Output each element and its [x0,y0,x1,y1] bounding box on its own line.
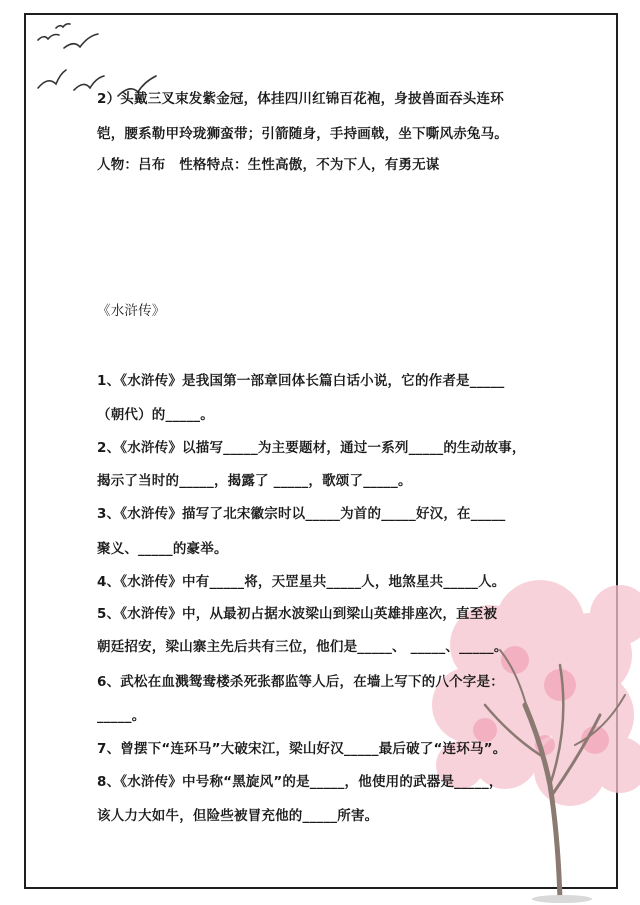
text-line: 铠，腰系勒甲玲珑狮蛮带；引箭随身，手持画戟，坐下嘶风赤兔马。 [97,126,508,142]
question-line: 1、《水浒传》是我国第一部章回体长篇白话小说，它的作者是_____ [97,373,505,389]
question-line: 3、《水浒传》描写了北宋徽宗时以_____为首的_____好汉，在_____ [97,506,506,522]
question-line: 7、曾摆下“连环马”大破宋江，梁山好汉_____最后破了“连环马”。 [97,741,507,757]
question-line: 2、《水浒传》以描写_____为主要题材，通过一系列_____的生动故事， [97,440,526,456]
question-line: 8、《水浒传》中号称“黑旋风”的是_____，他使用的武器是_____， [97,774,503,790]
question-line: 4、《水浒传》中有_____将，天罡星共_____人，地煞星共_____人。 [97,574,506,590]
question-line: _____。 [97,708,146,724]
question-line: 6、武松在血溅鸳鸯楼杀死张都监等人后，在墙上写下的八个字是： [97,674,504,690]
question-line: 揭示了当时的_____，揭露了 _____，歌颂了_____。 [97,473,412,489]
question-line: 该人力大如牛，但险些被冒充他的_____所害。 [97,808,379,824]
question-line: （朝代）的_____。 [97,407,214,423]
text-line: 2）头戴三叉束发紫金冠，体挂四川红锦百花袍，身披兽面吞头连环 [97,91,504,107]
question-line: 5、《水浒传》中，从最初占据水波梁山到梁山英雄排座次，直至被 [97,606,498,622]
question-line: 朝廷招安，梁山寨主先后共有三位，他们是_____、 _____、_____。 [97,639,508,655]
section-title: 《水浒传》 [97,303,166,319]
question-line: 聚义、_____的豪举。 [97,541,228,557]
text-line: 人物：吕布 性格特点：生性高傲，不为下人，有勇无谋 [97,157,440,173]
